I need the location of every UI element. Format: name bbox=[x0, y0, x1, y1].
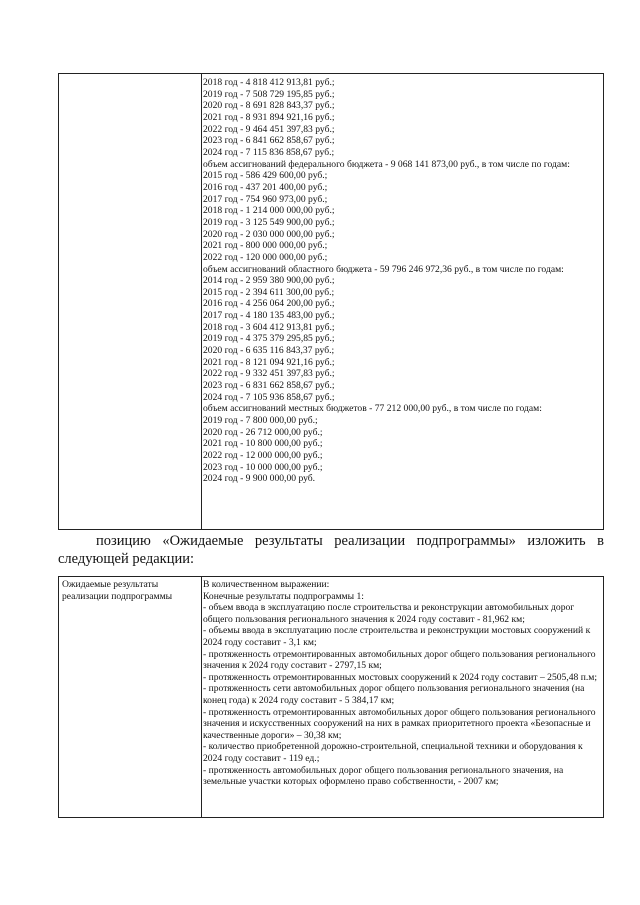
financing-line: 2023 год - 10 000 000,00 руб.; bbox=[203, 461, 323, 473]
financing-line: объем ассигнований местных бюджетов - 77 212 000,00 руб., в том числе по годам: bbox=[203, 403, 542, 415]
financing-line: 2019 год - 3 125 549 900,00 руб.; bbox=[203, 216, 335, 228]
financing-line: 2021 год - 800 000 000,00 руб.; bbox=[203, 240, 328, 252]
financing-line: 2019 год - 4 375 379 295,85 руб.; bbox=[203, 333, 335, 345]
result-line: - протяженность сети автомобильных дорог общего пользования регионального значения (на конец года) к 2024 году составит - 5 384,17 км; bbox=[203, 683, 585, 706]
financing-line: 2014 год - 2 959 380 900,00 руб.; bbox=[203, 275, 335, 287]
financing-line: 2015 год - 586 429 600,00 руб.; bbox=[203, 170, 328, 182]
financing-line: 2015 год - 2 394 611 300,00 руб.; bbox=[203, 286, 335, 298]
column-divider bbox=[201, 577, 202, 817]
results-details bbox=[203, 579, 599, 788]
result-line: - количество приобретенной дорожно-строительной, специальной техники и оборудования к 2024 году составит - 119 ед.; bbox=[203, 741, 583, 764]
financing-line: 2021 год - 8 931 894 921,16 руб.; bbox=[203, 111, 335, 123]
financing-table bbox=[58, 73, 604, 530]
financing-line: 2023 год - 6 831 662 858,67 руб.; bbox=[203, 380, 335, 392]
financing-line: 2020 год - 2 030 000 000,00 руб.; bbox=[203, 228, 335, 240]
expected-results-table bbox=[58, 576, 604, 818]
financing-line: 2021 год - 10 800 000,00 руб.; bbox=[203, 438, 323, 450]
financing-details bbox=[203, 77, 599, 485]
result-line: Конечные результаты подпрограммы 1: bbox=[203, 590, 364, 602]
financing-line: 2022 год - 9 464 451 397,83 руб.; bbox=[203, 123, 335, 135]
financing-line: 2024 год - 7 105 936 858,67 руб.; bbox=[203, 391, 335, 403]
result-line: - протяженность отремонтированных автомобильных дорог общего пользования регионального значения к 2024 году составит - 2797,15 км; bbox=[203, 648, 596, 672]
result-line: - объемы ввода в эксплуатацию после строительства и реконструкции мостовых сооружений к 2024 году составит - 3,1 км; bbox=[203, 625, 591, 648]
financing-line: 2022 год - 12 000 000,00 руб.; bbox=[203, 450, 323, 461]
column-divider bbox=[201, 74, 202, 529]
financing-line: 2019 год - 7 508 729 195,85 руб.; bbox=[203, 88, 335, 100]
financing-line: 2021 год - 8 121 094 921,16 руб.; bbox=[203, 356, 335, 368]
financing-line: 2022 год - 120 000 000,00 руб.; bbox=[203, 251, 328, 263]
amendment-text: позицию «Ожидаемые результаты реализации подпрограммы» изложить в следующей редакции: bbox=[58, 533, 604, 567]
result-line: - протяженность отремонтированных автомобильных дорог общего пользования регионального значения и искусственных сооружений на них в рамках приоритетного проекта «Безопасные и качественные дороги» – 30,38 км; bbox=[203, 706, 596, 741]
result-line: - объем ввода в эксплуатацию после строительства и реконструкции автомобильных дорог общего пользования регионального значения к 2024 году составит - 81,962 км; bbox=[203, 602, 575, 625]
result-line: - протяженность автомобильных дорог общего пользования регионального значения, на земельные участки которых оформлено право собственности, - 2007 км; bbox=[203, 764, 564, 788]
financing-line: 2024 год - 9 900 000,00 руб. bbox=[203, 473, 316, 485]
financing-line: 2020 год - 8 691 828 843,37 руб.; bbox=[203, 100, 335, 112]
financing-line: 2016 год - 4 256 064 200,00 руб.; bbox=[203, 298, 335, 310]
financing-line: 2020 год - 6 635 116 843,37 руб.; bbox=[203, 345, 335, 357]
result-line: В количественном выражении: bbox=[203, 579, 330, 590]
financing-line: 2017 год - 754 960 973,00 руб.; bbox=[203, 193, 328, 205]
financing-line: 2018 год - 4 818 412 913,81 руб.; bbox=[203, 77, 335, 88]
amendment-paragraph bbox=[58, 532, 604, 568]
financing-line: 2020 год - 26 712 000,00 руб.; bbox=[203, 426, 323, 438]
financing-line: 2016 год - 437 201 400,00 руб.; bbox=[203, 181, 328, 193]
financing-line: объем ассигнований областного бюджета - 59 796 246 972,36 руб., в том числе по годам: bbox=[203, 263, 564, 275]
financing-line: объем ассигнований федерального бюджета - 9 068 141 873,00 руб., в том числе по годам: bbox=[203, 158, 570, 170]
financing-line: 2018 год - 3 604 412 913,81 руб.; bbox=[203, 321, 335, 333]
financing-line: 2023 год - 6 841 662 858,67 руб.; bbox=[203, 135, 335, 147]
financing-line: 2022 год - 9 332 451 397,83 руб.; bbox=[203, 368, 335, 380]
results-label: Ожидаемые результаты реализации подпрограммы bbox=[62, 579, 173, 602]
financing-line: 2017 год - 4 180 135 483,00 руб.; bbox=[203, 310, 335, 322]
financing-line: 2018 год - 1 214 000 000,00 руб.; bbox=[203, 205, 335, 217]
result-line: - протяженность отремонтированных мостовых сооружений к 2024 году составит – 2505,48 п.м; bbox=[203, 671, 597, 683]
financing-line: 2024 год - 7 115 836 858,67 руб.; bbox=[203, 146, 335, 158]
financing-line: 2019 год - 7 800 000,00 руб.; bbox=[203, 415, 318, 427]
